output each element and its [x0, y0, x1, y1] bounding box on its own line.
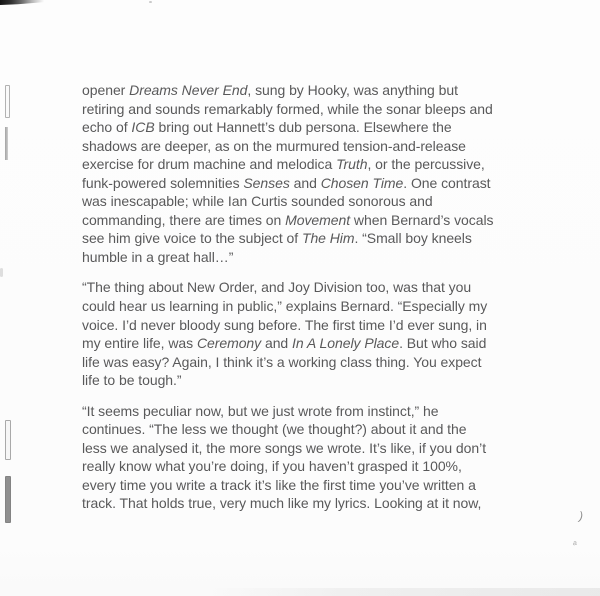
scan-curl-right-icon: ): [577, 508, 585, 524]
text-segment: and: [289, 174, 321, 191]
text-segment: see him give voice to the subject of: [82, 230, 302, 247]
text-segment: humble in a great hall…”: [82, 248, 234, 265]
italic-text-segment: Ceremony: [196, 335, 262, 352]
paragraph: [82, 402, 542, 513]
text-segment: when Bernard’s vocals: [350, 211, 494, 228]
text-line: [82, 371, 542, 390]
text-segment: shadows are deeper, as on the murmured tension-and-release: [82, 137, 466, 154]
text-segment: opener: [82, 82, 130, 98]
text-line: [82, 457, 542, 476]
text-line: [82, 211, 542, 230]
italic-text-segment: Chosen Time: [320, 174, 404, 191]
scan-speck-right-icon: a: [572, 539, 578, 548]
scan-speck-left: [0, 268, 3, 277]
text-line: [82, 192, 542, 211]
text-segment: commanding, there are times on: [82, 211, 286, 228]
text-segment: less we analysed it, the more songs we wrote. It’s like, if you don’t: [82, 439, 487, 456]
scan-speck-top: [149, 1, 152, 3]
text-line: [82, 248, 542, 267]
text-segment: life to be tough.”: [82, 372, 182, 389]
italic-text-segment: Truth: [336, 156, 368, 173]
italic-text-segment: Senses: [243, 174, 290, 191]
paragraph: [82, 278, 542, 389]
text-segment: continues. “The less we thought (we thought?) about it and the: [82, 421, 467, 438]
text-segment: voice. I’d never bloody sung before. The first time I’d ever sung, in: [82, 316, 487, 333]
text-segment: was inescapable; while Ian Curtis sounded sonorous and: [82, 193, 433, 210]
text-line: [82, 174, 542, 193]
text-segment: , or the percussive,: [367, 156, 485, 173]
text-segment: exercise for drum machine and melodica: [82, 156, 337, 173]
text-segment: life was easy? Again, I think it’s a working class thing. You expect: [82, 353, 482, 370]
text-segment: . One contrast: [403, 174, 491, 191]
italic-text-segment: In A Lonely Place: [292, 335, 400, 352]
text-segment: really know what you’re doing, if you haven’t grasped it 100%,: [82, 458, 462, 475]
text-segment: , sung by Hooky, was anything but: [247, 82, 458, 98]
text-line: [82, 420, 542, 439]
italic-text-segment: ICB: [131, 119, 155, 136]
text-line: [82, 494, 542, 513]
text-segment: every time you write a track it’s like the first time you’ve written a: [82, 476, 476, 493]
text-line: [82, 137, 542, 156]
text-line: [82, 316, 542, 335]
text-line: [82, 297, 542, 316]
text-line: [82, 402, 542, 421]
page-text: [82, 81, 542, 525]
text-line: [82, 278, 542, 297]
text-segment: could hear us learning in public,” explains Bernard. “Especially my: [82, 298, 488, 315]
text-line: [82, 118, 542, 137]
scan-mark-left-3: [5, 420, 11, 460]
paragraph: [82, 81, 542, 266]
text-segment: “It seems peculiar now, but we just wrote from instinct,” he: [82, 402, 439, 419]
scan-smudge-top-left: [0, 0, 52, 5]
text-segment: . But who said: [399, 335, 487, 352]
text-segment: . “Small boy kneels: [354, 230, 472, 247]
text-segment: my entire life, was: [82, 335, 197, 352]
italic-text-segment: The Him: [301, 230, 355, 247]
scan-mark-left-1: [5, 85, 10, 118]
text-line: [82, 334, 542, 353]
text-line: [82, 229, 542, 248]
scan-mark-left-4: [5, 476, 11, 523]
text-line: [82, 476, 542, 495]
text-segment: “The thing about New Order, and Joy Division too, was that you: [82, 279, 472, 296]
text-segment: bring out Hannett’s dub persona. Elsewhere the: [154, 119, 452, 136]
italic-text-segment: Dreams Never End: [129, 82, 248, 98]
scan-mark-left-2: [5, 127, 8, 160]
text-line: [82, 439, 542, 458]
text-segment: retiring and sounds remarkably formed, while the sonar bleeps and: [82, 100, 493, 117]
text-line: [82, 100, 542, 119]
text-segment: echo of: [82, 119, 132, 136]
text-line: [82, 155, 542, 174]
text-segment: funk-powered solemnities: [82, 174, 244, 191]
scan-shadow-bottom: [205, 588, 600, 596]
text-segment: track. That holds true, very much like my lyrics. Looking at it now,: [82, 495, 482, 512]
italic-text-segment: Movement: [285, 211, 351, 228]
text-line: [82, 81, 542, 100]
text-line: [82, 353, 542, 372]
text-segment: and: [261, 335, 293, 352]
